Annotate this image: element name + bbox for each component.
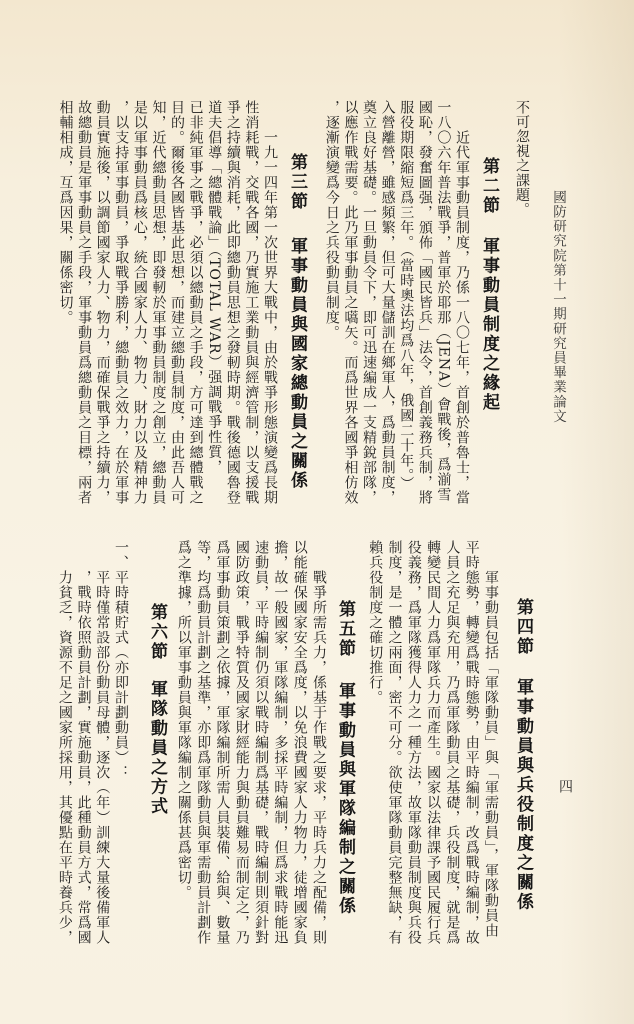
paragraph-line: 目的。爾後各國皆基此思想，而建立總動員制度，由此吾人可 (169, 100, 186, 505)
paragraph-line: 賴兵役制度之確切推行。 (367, 540, 384, 705)
section-3-label: 第三節 (287, 153, 307, 212)
section-2-body (322, 100, 471, 505)
running-header: 國防研究院第十一期研究員畢業論文 (550, 190, 566, 424)
section-6-item-1 (55, 540, 130, 945)
paragraph-line: ，戰時依照動員計劃，實施動員，此種動員方式，常爲國 (75, 570, 92, 945)
paragraph-line: 爲軍事動員策劃之依據，軍隊編制所需人員裝備、給與、數量 (214, 540, 231, 945)
carryover-line: 不可忽視之課題。 (514, 100, 530, 217)
paragraph-line: 相輔相成，互爲因果，關係密切。 (57, 100, 74, 325)
section-2-label: 第二節 (479, 157, 499, 216)
paragraph-line: 一九一四年第一次世界大戰中，由於戰爭形態演變爲長期 (262, 130, 278, 505)
paragraph-line: 國防政策，戰爭特質及國家財經能力與動員難易而制定之，乃 (233, 540, 250, 945)
list-item-heading: 一、平時積貯式（亦即計劃動員）： (113, 540, 129, 780)
paragraph-line: 爭之持續與消耗，此即總動員思想之發軔時期。戰後德國魯登 (224, 100, 241, 505)
paragraph-line: 擔，故一般國家，軍隊編制，多採平時編制，但爲求戰時能迅 (272, 540, 289, 945)
paragraph-line: 性消耗戰，交戰各國，乃實施工業動員與經濟管制，以支援戰 (243, 100, 260, 505)
section-6-title: 軍隊動員之方式 (147, 680, 167, 817)
paragraph-line: 轉變民間人力爲軍隊兵力而產生。國家以法律課予國民履行兵 (425, 540, 442, 945)
section-4-body (365, 540, 500, 945)
paragraph-line: 以能確保國家安全爲度，以免浪費國家人力物力，徒增國家負 (291, 540, 308, 945)
paragraph-line: 制度，是一體之兩面，密不可分。欲使軍隊動員完整無缺，有 (386, 540, 403, 945)
paragraph-line: 平時態勢，轉變爲戰時態勢，由平時編制，改爲戰時編制，故 (463, 540, 480, 945)
paragraph-line: 故總動員是軍事動員之手段，軍事動員爲總動員之目標，兩者 (76, 100, 93, 505)
paragraph-line: ，逐漸演變爲今日之兵役動員制度。 (323, 100, 340, 340)
paragraph-line: 役義務，爲軍隊獲得人力之一種方法，故軍隊動員制度與兵役 (405, 540, 422, 945)
paragraph-line: 力貧乏，資源不足之國家所採用，其優點在平時養兵少， (56, 570, 73, 945)
paragraph-line: 軍事動員包括「軍隊動員」與「軍需動員」，軍隊動員由 (483, 570, 499, 938)
paragraph-line: 服役期限縮短爲三年。（當時奧法均爲八年，俄國二十年。） (398, 100, 415, 491)
paragraph-line: 奠立良好基礎。一旦動員令下，即可迅速編成一支精銳部隊， (361, 100, 378, 505)
paragraph-line: 一八〇六年普法戰爭，普軍於耶那（JENA）會戰後，爲湔雪 (435, 100, 452, 503)
section-5-body (174, 540, 328, 945)
paragraph-line: 是以軍事動員爲核心，統合國家人力、物力、財力以及精神力 (131, 100, 148, 505)
section-4-label: 第四節 (513, 598, 533, 657)
section-4-title: 軍事動員與兵役制度之關係 (513, 678, 533, 912)
section-3-title: 軍事動員與國家總動員之關係 (287, 237, 307, 491)
paragraph-line: 速動員，平時編制仍須以戰時編制爲基礎，戰時編制則須針對 (253, 540, 270, 945)
paragraph-line: 近代軍事動員制度，乃係一八〇七年，首創於普魯士，當 (454, 130, 470, 505)
section-2-title: 軍事動員制度之緣起 (479, 237, 499, 413)
page-number: 四 (557, 779, 573, 793)
paragraph-line: 國恥，發奮圖强，頒佈「國民皆兵」法令，首創義務兵制，將 (416, 100, 433, 505)
paragraph-line: 動員實施後，以調節國家人力、物力，而確保戰爭之持續力， (94, 100, 111, 505)
section-6-label: 第六節 (147, 603, 167, 662)
section-5-label: 第五節 (335, 600, 355, 659)
section-3-body (56, 100, 279, 505)
paragraph-line: 知，近代總動員思想，即發軔於軍事動員制度之創立，總動員 (150, 100, 167, 505)
paragraph-line: 戰爭所需兵力，係基于作戰之要求，平時兵力之配備，則 (311, 570, 327, 945)
section-5-title: 軍事動員與軍隊編制之關係 (335, 682, 355, 916)
paragraph-line: 等，均爲動員計劃之基準，亦即爲軍隊動員與軍需動員計劃作 (195, 540, 212, 945)
paragraph-line: 以應作戰需要。此乃軍事動員之嚆矢。而爲世界各國爭相仿效 (342, 100, 359, 505)
paragraph-line: 入營離營，雖感頻繁，但可大量儲訓在鄉軍人，爲動員制度， (379, 100, 396, 505)
paragraph-line: 道夫倡導「總體戰論」（TOTAL WAR）强調戰爭性質， (206, 100, 223, 475)
paragraph-line: 平時僅常設部份動員母體，逐次（年）訓練大量後備軍人 (94, 570, 111, 945)
paragraph-line: 已非純軍事之戰爭，必須以總動員之手段，方可達到總體戰之 (187, 100, 204, 505)
paragraph-line: 爲之準據，所以軍事動員與軍隊編制之關係甚爲密切。 (175, 540, 192, 900)
paragraph-line: 人員之充足與充用，乃爲軍隊動員之基礎，兵役制度，就是爲 (444, 540, 461, 945)
paragraph-line: ，以支持軍事動員，爭取戰爭勝利，總動員之效力，在於軍事 (113, 100, 130, 505)
